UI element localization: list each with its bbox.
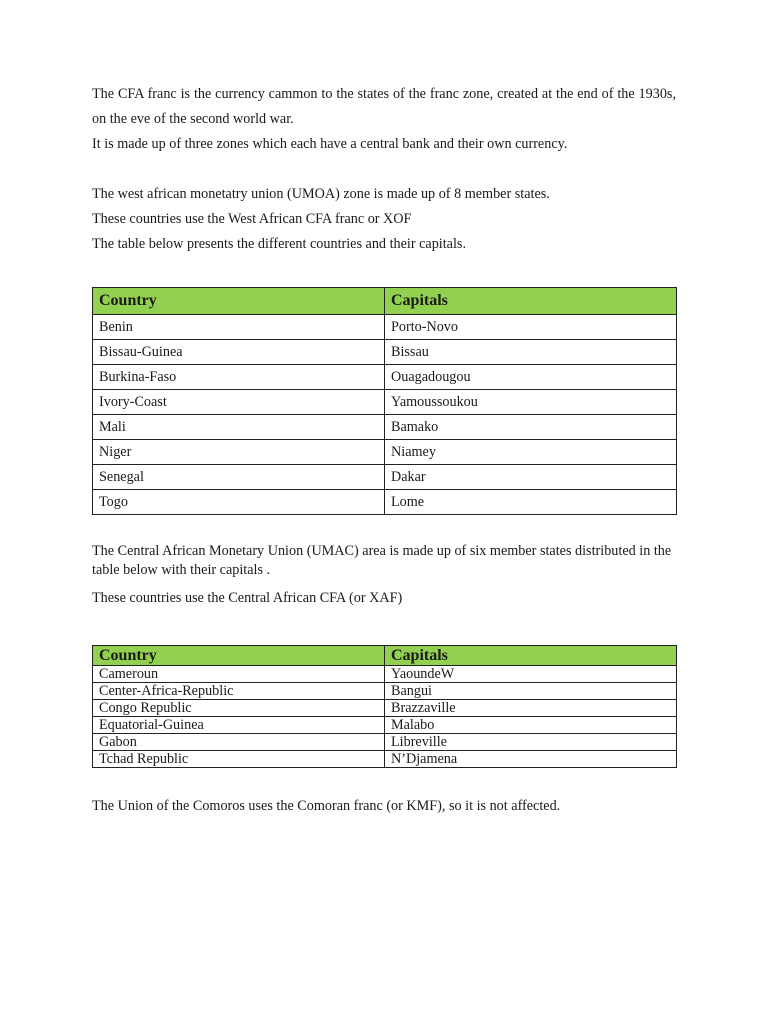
table-row [93,734,677,751]
table-row [93,700,677,717]
table-row [93,365,677,390]
capital-cell: Niamey [385,440,677,465]
table-row [93,340,677,365]
intro-paragraph-2: It is made up of three zones which each have a central bank and their own currency. [92,136,568,152]
capital-cell: Porto-Novo [385,315,677,340]
umac-countries-table [92,645,677,768]
intro-paragraph-1: The CFA franc is the currency cammon to the states of the franc zone, created at the end of the 1930s, on the eve of the second world war. [92,86,676,127]
capital-cell: Ouagadougou [385,365,677,390]
country-cell: Benin [93,315,385,340]
country-cell: Congo Republic [93,700,385,717]
table-header-row [93,288,677,315]
table-row [93,490,677,515]
capital-cell: Bangui [385,683,677,700]
table-row [93,415,677,440]
umoa-paragraph-1: The west african monetatry union (UMOA) zone is made up of 8 member states. [92,186,550,202]
table-header-row [93,646,677,666]
capital-cell: Bamako [385,415,677,440]
capital-cell: N’Djamena [385,751,677,768]
table-row [93,751,677,768]
umoa-paragraph-2: These countries use the West African CFA franc or XOF [92,211,412,227]
capital-cell: Libreville [385,734,677,751]
table-row [93,315,677,340]
country-cell: Togo [93,490,385,515]
capital-cell: Dakar [385,465,677,490]
table-row [93,666,677,683]
table-row [93,465,677,490]
capital-cell: Brazzaville [385,700,677,717]
capital-cell: Bissau [385,340,677,365]
country-cell: Niger [93,440,385,465]
table-row [93,717,677,734]
capital-cell: YaoundeW [385,666,677,683]
umac-paragraph-1: The Central African Monetary Union (UMAC) area is made up of six member states distributed in the table below with their capitals . [92,543,672,578]
country-cell: Ivory-Coast [93,390,385,415]
capital-cell: Malabo [385,717,677,734]
table-row [93,440,677,465]
comoros-paragraph: The Union of the Comoros uses the Comoran franc (or KMF), so it is not affected. [92,798,561,814]
country-cell: Cameroun [93,666,385,683]
table-row [93,683,677,700]
column-header-capitals: Capitals [385,646,677,666]
umoa-countries-table [92,287,677,515]
country-cell: Bissau-Guinea [93,340,385,365]
country-cell: Tchad Republic [93,751,385,768]
country-cell: Center-Africa-Republic [93,683,385,700]
umoa-paragraph-3: The table below presents the different countries and their capitals. [92,236,466,252]
column-header-country: Country [93,288,385,315]
column-header-country: Country [93,646,385,666]
capital-cell: Yamoussoukou [385,390,677,415]
table-row [93,390,677,415]
country-cell: Gabon [93,734,385,751]
country-cell: Mali [93,415,385,440]
capital-cell: Lome [385,490,677,515]
umac-paragraph-2: These countries use the Central African CFA (or XAF) [92,590,403,606]
country-cell: Senegal [93,465,385,490]
country-cell: Burkina-Faso [93,365,385,390]
column-header-capitals: Capitals [385,288,677,315]
country-cell: Equatorial-Guinea [93,717,385,734]
